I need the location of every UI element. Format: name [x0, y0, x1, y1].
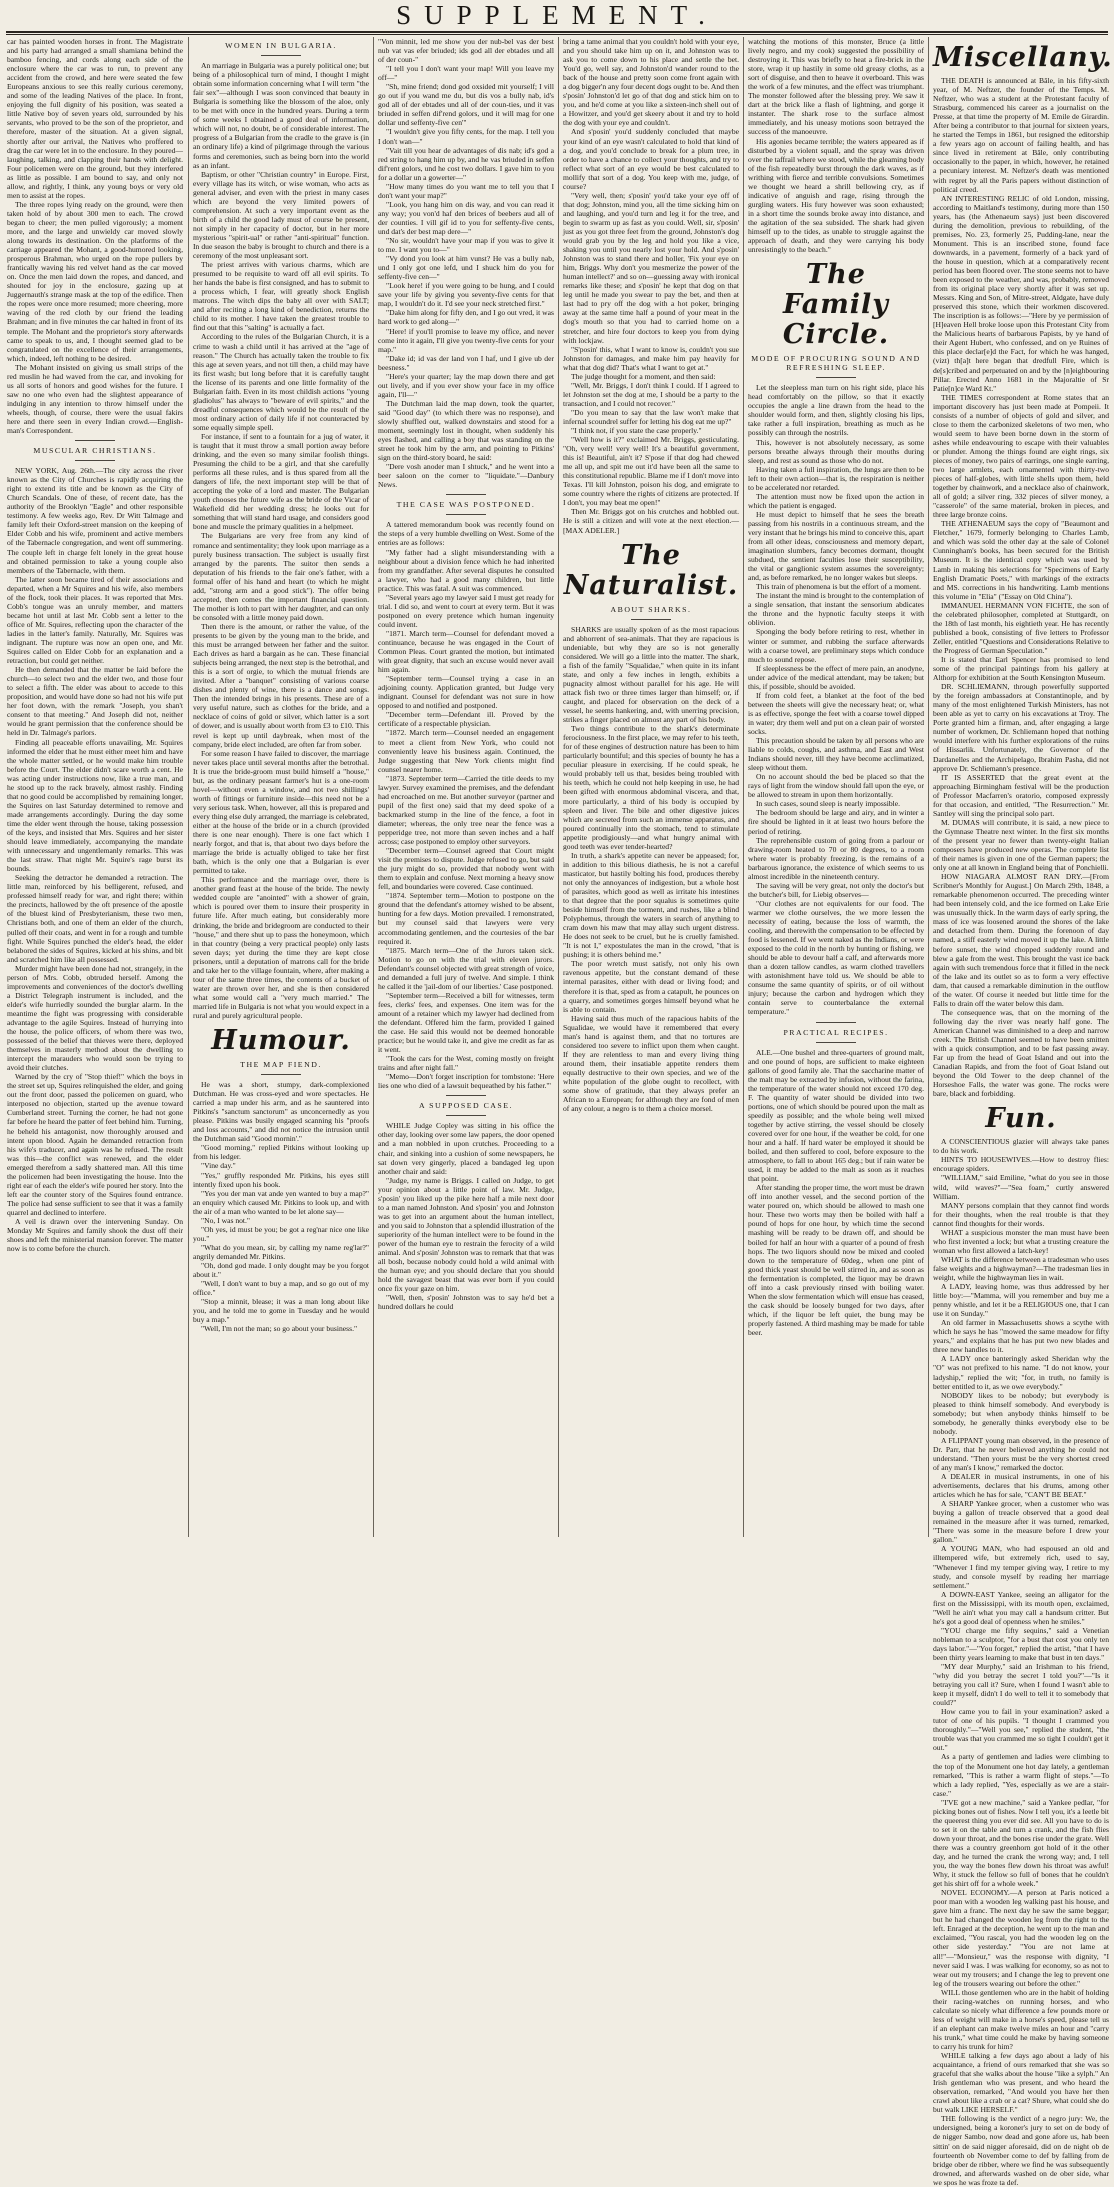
- article-paragraph: "Took the cars for the West, coming mostly on freight trains and after night fall.": [378, 1054, 554, 1073]
- article-paragraph: Finding all peaceable efforts unavailing, Mr. Squires informed the elder that he must either meet him and have the whole matter settled, or he would make him trouble before the Court. The elder didn't scare worth a cent. He was acting under instructions now, like a true man, and he stood up to the rack bravely, almost rashly. Finding that no good could be accomplished by remaining longer, the Squires on last Saturday determined to remove and made arrangements accordingly. During the day some time the elder went through the house, taking possession of the keys, and insisted that Mrs. Squires and her sister should leave immediately, accompanying the mandate with unnecessary and ungentlemanly remarks. This was the last straw. That night Mr. Squire's rage burst its bounds.: [7, 737, 183, 874]
- section-title-humour: Humour.: [211, 1025, 351, 1057]
- article-paragraph: He must depict to himself that he sees the breath passing from his nostrils in a continuous stream, and the very instant that he brings his mind to conceive this, apart from all other ideas, consciousness and memory depart, imagination slumbers, fancy becomes dormant, thought subdued, the sentient faculties lose their susceptibility, the vital or ganglionic system assumes the sovereignty; and, as before remarked, he no longer wakes but sleeps.: [748, 509, 924, 583]
- article-paragraph: "Vait till you hear de advantages of dis nab; id's god a red string to hang him up by, and he vas briuded in seffen dif'rent golors, und he cost two dollars. I gave him to you for a dollar un a gowerter—": [378, 145, 554, 182]
- separator: [261, 55, 301, 56]
- article-paragraph: IMMANUEL HERMANN VON FICHTE, the son of the celebrated philosopher, completed at Stuttgardt, on the 18th of last month, his eightieth year. He has recently published a book, consisting of five letters to Professor Zeller, entitled "Questions and Considerations Relative to the Progress of German Speculation.": [933, 600, 1109, 655]
- article-paragraph: This precaution should be taken by all persons who are liable to colds, coughs, and asthma, and East and West Indians should never, till they have become acclimatized, sleep without them.: [748, 736, 924, 773]
- article-paragraph: HINTS TO HOUSEWIVES.—How to destroy flies: encourage spiders.: [933, 1155, 1109, 1174]
- article-paragraph: "Several years ago my lawyer said I must get ready for trial. I did so, and went to court at every term. But it was postponed on every pretence which human ingenuity could invent.: [378, 592, 554, 629]
- article-paragraph: "September term—Counsel trying a case in an adjoining county. Application granted, but Judge very indignant. Counsel for defendant was not sure in how opposed to and notified and postponed.: [378, 674, 554, 711]
- article-paragraph: "Oh yes, id must be you; be got a reg'nar nice one like you.": [193, 1224, 369, 1243]
- article-paragraph: In truth, a shark's appetite can never be appeased; for, in addition to this bilious diathesis, he is not a careful masticator, but hastily bolting his food, produces thereby not only the annoyances of indigestion, but a whole host of parasites, which good as well as irritate his intestines to that degree that the poor squalus is sometimes quite beside himself from the torment, and rushes, like a blind Polyphemus, through the waters in search of anything to cram down his maw that may allay such urgent distress. He does not seek to be cruel, but he is cruelly famished. "It is not I," expostulates the man in the crowd, "that is pushing; it is others behind me.": [563, 850, 739, 960]
- article-paragraph: "Memo—Don't forget inscription for tombstone: 'Here lies one who died of a lawsuit bequeathed by his father.'": [378, 1072, 554, 1091]
- separator: [446, 1115, 486, 1116]
- article-heading: THE CASE WAS POSTPONED.: [396, 500, 536, 510]
- article-heading: MODE OF PROCURING SOUND AND REFRESHING SLEEP.: [751, 354, 921, 373]
- separator: [261, 1074, 301, 1075]
- article-paragraph: After standing the proper time, the wort must be drawn off into another vessel, and the second portion of the water poured on, which should be allowed to mash one hour. These two worts may then be boiled with half a pound of hops for one hour, by which time the second mashing will be ready to be drawn off, and should be boiled for half an hour with a quarter of a pound of fresh hops. The two liquors should now be mixed and cooled down to the temperature of 60deg., when one pint of good thick yeast should be well stirred in, and as soon as the fermentation is completed, the liquor may be drawn off into a cask previously rinsed with boiling water. When the slow fermentation which will ensue has ceased, the cask should be loosely bunged for two days, after which, if the liquor be left quiet, the bung may be properly fastened. A third mashing may be made for table beer.: [748, 1183, 924, 1337]
- article-paragraph: "I think not, if you state the case properly.": [571, 426, 702, 436]
- masthead-rule: [6, 31, 1108, 33]
- article-paragraph: If sleeplessness be the effect of mere pain, an anodyne, under advice of the medical attendant, may be taken; but this, if possible, should be avoided.: [748, 663, 924, 691]
- article-paragraph: How came you to fail in your examination? asked a tutor of one of his pupils. "I thought I crammed you thoroughly."—"Well you see," replied the student, "the trouble was that you crammed me so tight I couldn't get it out.": [933, 1707, 1109, 1753]
- article-paragraph: The consequence was, that on the morning of the following day the river was nearly half gone. The American Channel was diminished to a deep and narrow creek. The British Channel seemed to have been smitten with a quick consumption, and to be fast passing away. Far up from the head of Goat Island and out into the Canadian Rapids, and from the foot of Goat Island out beyond the Old Tower to the deep channel of the Horseshoe Falls, the water was gone. The rocks were bare, black and forbidding.: [933, 1007, 1109, 1099]
- article-paragraph: "Well, then, s'posin' Johnston was to say he'd bet a hundred dollars he could: [378, 1293, 554, 1312]
- article-paragraph: A DEALER in musical instruments, in one of his advertisements, declares that his drums, among other articles which he has for sale, "CAN'T BE BEAT.": [933, 1472, 1109, 1500]
- article-paragraph: watching the motions of this monster, Bruce (a little lively negro, and my cook) suggested the possibility of destroying it. This was briefly to heat a fire-brick in the store, wrap it up hastily in some old greasy cloths, as a sort of disguise, and then to heave it overboard. This was the work of a few minutes, and the effect was triumphant. The monster followed after the blessing prey. We saw it dart at the brick like a flash of lightning, and gorge it instanter. The shark rose to the surface almost immediately, and his uneasy motions soon betrayed the success of the manoeuvre.: [748, 37, 924, 137]
- article-paragraph: "Von minnit, led me show you der nub-bel vas der best nub vat vas efer briuded; ids god all der ebtades und all of der coun-": [378, 37, 554, 65]
- article-paragraph: "September term—Received a bill for witnesses, term fees, clerks' fees, and expenses. One item was for the amount of a retainer which my lawyer had declined from the defendant. Offered him the farm, provided I gained the case. He said this would not be deemed honorable practice; but he would take it, and give me credit as far as it went.: [378, 990, 554, 1055]
- article-paragraph: As a party of gentlemen and ladies were climbing to the top of the Monument one hot day lately, a gentleman remarked, "This is rather a warm flight of steps."—To which a lady replied, "Yes, especially as we are a stair-case.": [933, 1752, 1109, 1798]
- article-paragraph: "Very well, then; s'posin' you'd take your eye off of that dog; Johnston, mind you, all the time sicking him on and laughing, and you'd turn and leg it for the tree, and begin to swarm up as fast as you could. Well, sir, s'posin' just as you got three feet from the ground, Johnston's dog would grab you by the leg and hold you like a vice, shaking you until you nearly lost your hold. And s'posin' Johnston was to stand there and holler, 'Fix your eye on him, Briggs. Why don't you mesmerize the power of the human intellect?' and so on—guessing away with ironical remarks like these; and s'posin' he kept that dog on that leg until he made you swear to pay the bet, and then at last had to pry off the dog with a hot poker, bringing away at the same time half a pound of your meat in the dog's mouth so that you had to carried home on a stretcher, and hire four doctors to keep you from dying with lockjaw.: [563, 190, 739, 345]
- separator: [446, 514, 486, 515]
- article-paragraph: Seeking the detractor he demanded a retraction. The little man, reinforced by his belligerent, refused, and professed himself ready for war, and right there; within the precincts, hallowed by the oft presence of the apostle of the bluest kind of Presbyterianism, these two men, Christians both, and one of them an elder of the church, pulled off their coats, and went in for a rough and tumble fight. While Squires punched the elder's head, the elder belabored the sides of Squires, kicked at his shins, and bit and scratched him like all possessed.: [7, 873, 183, 964]
- article-paragraph: THE TIMES correspondent at Rome states that an important discovery has just been made at Pompeii. It consists of a number of objects of gold and silver, and close to them the carbonized skeletons of two men, who would seem to have been borne down in the storm of ashes while endeavouring to escape with their valuables or plunder. Among the things found are eight rings, six pieces of money, two pairs of earrings, one single earring, two large armlets, each ornamented with thirty-two pieces of half-globes, with little shells upon them, held together by chainwork, and a necklace also of chainwork, all of gold; a silver ring, 332 pieces of silver money, a "casserole" of the same material, broken in pieces, and three large bronze coins.: [933, 392, 1109, 520]
- article-paragraph: "YOU charge me fifty sequins," said a Venetian nobleman to a sculptor, "for a bust that cost you only ten days labor."—"You forget," replied the artist, "that I have been thirty years learning to make that bust in ten days.": [933, 1625, 1109, 1662]
- article-paragraph: If from cold feet, a blanket at the foot of the bed between the sheets will give the necessary heat; or, what is as effective, sponge the feet with a coarse towel dipped in water; dry them well and put on a clean pair of worsted socks.: [748, 690, 924, 736]
- article-paragraph: NEW YORK, Aug. 26th.—The city across the river known as the City of Churches is rapidly acquiring the right to extend its title and be known as the City of Church Scandals. One of these, of recent date, has the authority of the Brooklyn "Eagle" and other responsible testimony. A few weeks ago, Rev. Dr Witt Talmage and family left their Oxford-street mansion on the keeping of Elder Cobb and his wife, prominent and active members of the Tabernacle congregation, and went off summering. The couple left in charge felt lonely in the great house and obtained permission to take a young couple also members of the Tabernacle, with them.: [7, 466, 183, 575]
- article-paragraph: For some reason I have failed to discover, the marriage never takes place until several months after the betrothal. It is true the bride-groom must build himself a "house," but, as the ordinary peasant farmer's hut is a one-room hovel—without even a window, and not two shillings' worth of fittings or furniture inside—this need not be a very serious task. When, however, all this is prepared and every thing else duly arranged, the marriage is celebrated, either at the house of the bride or in a church (provided there is one near enough). There is one fact which I nearly forgot, and that is, that about two days before the marriage the bride is actually obliged to take her first bath, which is the only one that a Bulgarian is ever permitted to take.: [193, 748, 369, 876]
- article-heading: MUSCULAR CHRISTIANS.: [33, 446, 157, 456]
- article-paragraph: THE following is the verdict of a negro jury: We, the undersigned, being a koroner's jury to set on de body of de nigger Sambo, now dead and gone afore us, hab been sittin' on de said nigger aforesaid, did on de night ob de fourteenth ob November come to def by falling from de bridge ober de ribber, where we find he was subsequently drowned, and afterwards washed on de ober side, whar we spos he was froze ta def.: [933, 2114, 1109, 2187]
- article-paragraph: A CONSCIENTIOUS glazier will always take panes to do his work.: [933, 1137, 1109, 1156]
- article-paragraph: WHAT is the difference between a tradesman who uses false weights and a highwayman?—The tradesman lies in weight, while the highwayman lies in wait.: [933, 1254, 1109, 1282]
- article-paragraph: DR. SCHLIEMANN, through powerfully supported by the foreign ambassadors at Constantinople, and by many of the most enlightened Turkish Ministers, has not been able as yet to carry on his excavations at Troy. The Porte granted him a firman, and, after engaging a large number of workmen, Dr. Schliemann hoped that nothing would interfere with his further explorations of the ruins of Hissarlik. Unfortunately, the Governor of the Dardanelles and the Archipelago, Ibrahim Pasha, did not approve Dr. Schliemann's presence.: [933, 682, 1109, 773]
- article-paragraph: AN INTERESTING RELIC of old London, missing, according to Maitland's testimony, during more than 150 years, has (the Athenaeum says) just been discovered during the demolition, previous to rebuilding, of the premises, No. 23, formerly 25, Pudding-lane, near the Monument. This is an inscribed stone, found face downwards, in a pavement, formerly of a back yard of the house in question, which at a comparatively recent period has been floored over. The stone seems not to have been exposed to the weather, and was, probably, removed from its original place very shortly after it was set up. Messrs. King and Son, of Mitre-street, Aldgate, have duly preserved this stone, which their workmen discovered. The inscription is as follows:—"Here by ye permission of [H]eaven Hell broke loose upon this Protestant City from the Malicious hearts of barbarous Papists, by ye hand of their Agent Hubert, who confessed, and on ye Ruines of this place declar[e]d the Fact, for which he was hanged, (vizt) th[a]t here began that dredfull Fire, which is de[s]cribed and perpetuated on and by the [n]eighbouring Pillar. Erected Anno 1681 in the Majoraltie of Sr Patie[n]ce Ward Kt.": [933, 193, 1109, 393]
- column-5: [748, 37, 924, 1537]
- separator: [816, 377, 856, 378]
- article-paragraph: He then demanded that the matter be laid before the church—to select two and the elder two, and those four to select a fifth. The elder was about to accede to this proposition, and would have done so had not his wife put her foot down, with the remark "Joseph, you shan't consent to that meeting." And Joseph did not, neither would he grant permission that the conference should be held in Dr. Talmage's parlors.: [7, 665, 183, 738]
- article-paragraph: A FLIPPANT young man observed, in the presence of Dr. Parr, that he never believed anything he could not understand. "Then yours must be the very shortest creed of any man's I know," remarked the doctor.: [933, 1435, 1109, 1472]
- article-paragraph: bring a tame animal that you couldn't hold with your eye, and you should take him up on it, and Johnston was to ask you to come down to his place and settle the bet. You'd go, well say, and Johnston'd wander round to the back of the house and pretty soon come front again with a dog bigger'n any four decent dogs ought to be. And then s'posin' Johnston'd let go of that dog and stick him on to you, and he'd come at you like a sixteen-inch shell out of a Howitzer, and you'd get skeery about it and try to hold the dog with your eye and couldn't.: [563, 37, 739, 128]
- article-paragraph: "Here! if you'll promise to leave my office, and never come into it again, I'll give you twenty-five cents for your map.": [378, 326, 554, 354]
- article-paragraph: Let the sleepless man turn on his right side, place his head comfortably on the pillow, so that it exactly occupies the angle a line drawn from the head to the shoulder would form, and then, slightly closing his lips, take rather a full inspiration, breathing as much as he possibly can through the nostrils.: [748, 383, 924, 438]
- article-paragraph: A DOWN-EAST Yankee, seeing an alligator for the first on the Mississippi, with its mouth open, exclaimed, "Well he ain't what you may call a handsum critter. But he's got a good deal of openness when he smiles.": [933, 1589, 1109, 1626]
- separator: [446, 494, 486, 495]
- article-paragraph: ALE.—One bushel and three-quarters of ground malt, and one pound of hops, are sufficient to make eighteen gallons of good family ale. That the saccharine matter of the malt may be extracted by infusion, without the farina, the temperature of the water should not exceed 170 deg. F. The quantity of water should be divided into two portions, one of which should be poured upon the malt as speedily as possible; and the whole being well mixed together by active stirring, the vessel should be closely covered over for one hour, if the weather be cold, for one hour and a half. If hard water be employed it should be boiled, and then suffered to cool, before exposure to the atmosphere, to fall to about 165 deg.; but if rain water be used, it may be added to the malt as soon as it reaches that point.: [748, 1047, 924, 1184]
- article-paragraph: "Vine day.": [201, 1161, 236, 1171]
- article-paragraph: "Judge, my name is Briggs. I called on Judge, to get your opinion about a little point of law. Mr. Judge, s'posin' you liked up the pike here half a mile next door to a man named Johnston. And s'posin' you and Johnston was to get into an argument about the human intellect, and you said to Johnston that a splendid illustration of the superiority of the human intellect were to be found in the power of the human eye to restrain the ferocity of a wild animal. And s'posin' Johnston was to remark that that was all bosh, because nobody could hold a wild animal with the human eye; and you should declare that you should hold the savagest beast that was ever born if you could once fix your gaze on him.: [378, 1175, 554, 1294]
- article-paragraph: Baptism, or other "Christian country" in Europe. First, every village has its witch, or wise woman, who acts as general adviser, and even with the priest in many cases which are beyond the very limited powers of comprehension. At such a very important event as the birth of a child the good lady must of course be present, not simply in her capacity of doctor, but in her more mysterious "spirit-ual" or rather "anti-spiritual" function. In due season the baby is brought to church and there is a ceremony of the most unpleasant sort.: [193, 169, 369, 261]
- article-paragraph: For instance, if sent to a fountain for a jug of water, it is taught that it must throw a small portion away before drinking, and the even so many similar foolish things. Presuming the child to be a girl, and that she carefully performs all these rules, and is thus spared from all the dangers of life, the next important step will be that of accepting the yoke of a lord and master. The Bulgarian youth chooses the future wife as the bride of the Vicar of Wakefield did her wedding dress; he looks out for something that will stand hard usage, and considers good bone and muscle the primary qualities in a helpmeet.: [193, 431, 369, 532]
- article-paragraph: Having said thus much of the rapacious habits of the Squalidae, we would have it remembered that every man's hand is against them, and that no tortures are considered too severe to inflict upon them when caught. If they are relentless to man and every living thing around them, their insatiable appetite renders them equally destructive to their own species, and we of the white population of the globe ought to recollect, with some show of gratitude, that they always prefer an African to a European; for although they are fond of men of any colour, a negro is to them a choice morsel.: [563, 1013, 739, 1114]
- masthead-title: SUPPLEMENT.: [396, 0, 718, 30]
- article-paragraph: On no account should the bed be placed so that the rays of light from the window should fall upon the eye, or be allowed to stream in upon them horizontally.: [748, 772, 924, 800]
- article-paragraph: "December term—Counsel agreed that Court might visit the premises to dispute. Judge refused to go, but said the jury might do so, provided that nobody went with them to explain and confuse. Next morning a heavy snow fell, and boundaries were covered. Case continued.: [378, 846, 554, 892]
- article-paragraph: Murder might have been done had not, strangely, in the person of Mrs. Cobb, obtruded herself. Among the improvements and conveniences of the doctor's dwelling a District Telegraph instrument is included, and the elder's wife hurriedly sounded the burglar alarm. In the meantime the fight was progressing with considerable advantage to the agile Squires. Instead of hurrying into the house, the police officers, of whom there was two, possessed of the belief that thieves were there, deployed themselves in masterly method about the dwelling to intercept the marauders who would soon be trying to avoid their clutches.: [7, 963, 184, 1073]
- article-paragraph: WHILE talking a few days ago about a lady of his acquaintance, a friend of ours remarked that she was so graceful that she walks about the house "like a sylph." An Irish gentleman who was present, and who heard the observation, remarked, "And would you have her then crawl about like a crab or a cat? Shure, what could she do but walk LIKE HERSELF.": [933, 2051, 1109, 2115]
- article-paragraph: A LADY once banteringly asked Sheridan why the "O" was not prefixed to his name. "I do not know, your ladyship," replied the wit; "for, in truth, no family is better entitled to it, as we owe everybody.": [933, 1354, 1109, 1391]
- column-divider: [928, 37, 929, 1537]
- article-paragraph: "December term—Defendant ill. Proved by the certificate of a respectable physician.: [378, 710, 554, 729]
- column-divider: [558, 37, 559, 1537]
- article-paragraph: The judge thought for a moment, and then said:: [571, 371, 716, 381]
- separator: [631, 619, 671, 620]
- article-heading: WOMEN IN BULGARIA.: [225, 41, 337, 50]
- article-paragraph: The instant the mind is brought to the contemplation of a single sensation, that instant the sensorium abdicates the throne and the hypnotic faculty steeps it with oblivion.: [748, 591, 924, 628]
- article-paragraph: "Look here! if you were going to be hung, and I could save your life by giving you seventy-five cents for that map, I wouldn't do it. I'd see your neck stretched first.": [378, 281, 554, 309]
- article-paragraph: He was a short, stumpy, dark-complexioned Dutchman. He was cross-eyed and wore spectacles. He carried a map under his arm, and as he sauntered into Pitkins's "sanctum sanctorum" as unconcernedly as you please. Pitkins was busily engaged scanning his "proofs and loss accounts," and did not notice the intrusion until the Dutchman said "Good mornin'.": [193, 1080, 369, 1144]
- section-title-family-circle: The Family Circle.: [782, 259, 890, 351]
- article-paragraph: IT IS ASSERTED that the great event at the approaching Birmingham festival will be the production of Professor Macfarren's oratorio, composed expressly for that occasion, and entitled, "The Resurrection." Mr. Santley will sing the principal solo part.: [933, 772, 1109, 818]
- column-6: [933, 37, 1113, 2187]
- article-paragraph: The bedroom should be large and airy, and in winter a fire should be lighted in it at least two hours before the period of retiring.: [748, 808, 924, 836]
- article-paragraph: "Dake him along for fifty den, and I go out vred, it was hard work to ged along—": [378, 308, 554, 327]
- article-heading: ABOUT SHARKS.: [610, 604, 692, 614]
- article-paragraph: "No, I was not.": [201, 1215, 251, 1225]
- article-paragraph: "What do you mean, sir, by calling my name reg'lar?" angrily demanded Mr. Pitkins.: [193, 1242, 369, 1261]
- article-paragraph: A LADY, leaving home, was thus addressed by her little boy:—"Mamma, will you remember and buy me a penny whistle, and let it be a RELIGIOUS one, that I can use it on Sunday.": [933, 1282, 1109, 1319]
- article-paragraph: Having taken a full inspiration, the lungs are then to be left to their own action—that is, the respiration is neither to be accelerated nor retarded.: [748, 464, 924, 492]
- article-paragraph: WHAT a suspicious monster the man must have been who first invented a lock; but what a trusting creature the woman who first allowed a latch-key!: [933, 1227, 1109, 1255]
- article-heading: PRACTICAL RECIPES.: [783, 1027, 889, 1037]
- masthead-rule-thin: [6, 34, 1108, 35]
- article-paragraph: THE DEATH is announced at Bâle, in his fifty-sixth year, of M. Neftzer, the founder of the Temps. M. Neftzer, who was a student at the Protestant faculty of Strasburg, commenced his career as a journalist on the Presse, at that time the property of M. Emile de Girardin. After being a contributor to that journal for sixteen years, he started the Temps in 1861, but resigned the editorship a few years ago on account of failing health, and has since lived in retirement at Bâle, only contributing occasionally to the paper, in which, however, he retained a pecuniary interest. M. Neftzer's death was mentioned with regret by all the Paris papers without distinction of political creed.: [933, 76, 1109, 194]
- article-paragraph: The three ropes lying ready on the ground, were then taken hold of by about 300 men to each. The crowd began to cheer; the men pulled vigorously; a moment more, and the large and unwieldy car moved slowly along towards its destination. On the platforms of the carriage appeared the Mohant, a good-humored looking, prosperous Brahman, who urged on the rope pullers by frantically waving his red velvet hand as the car moved on. Once the men laid down the ropes, and danced, and shouted for joy in the enclosure, gazing up at Juggernauth's strange mask at the top of the edifice. Then the ropes were once more resumed; more cheering, more waving of the red cloth by our friend the leading Brahman; and in five minutes the car halted in front of its temple. The Mohant and the proprietor's story afterwards came to speak to us, and, I thought seemed glad to be congratulated on the excellence of their arrangements, which, indeed, left nothing to be desired.: [7, 199, 183, 363]
- column-4: [563, 37, 739, 1537]
- column-divider: [188, 37, 189, 1537]
- article-paragraph: The attention must now be fixed upon the action in which the patient is engaged.: [748, 491, 924, 510]
- article-paragraph: "Dere vosh anoder man I shtuck," and he went into a beer saloon on the corner to "liquidate."—Danbury News.: [378, 462, 554, 490]
- article-paragraph: "Stop a minnit, blease; it was a man long about like you, and he told me to gome in Tuesday and he would buy a map.": [193, 1297, 369, 1325]
- article-paragraph: "Yes you der man vat ande yen wanted to buy a map?" an enquiry which caused Mr. Pitkins to look up, and with the air of a man who wanted to be let alone say—: [193, 1188, 369, 1216]
- article-paragraph: "Sh, mine friend; dond god oxsided mit yourself; I vill go out if you wand me du, but dis vos a bully nab, id's god all of der ebtades und all of der coun-ties, und it vas briuded in seffen dif'rend golors, und it will mag for one dollar und seffenty-five cen'": [378, 82, 554, 128]
- article-paragraph: THE ATHENAEUM says the copy of "Beaumont and Fletcher," 1679, formerly belonging to Charles Lamb, and which was sold the other day at the sale of Colonel Cunningham's books, has been secured for the British Museum. It is the identical copy which was used by Lamb in making his selections for "Specimens of Early English Dramatic Poets," with markings of the extracts and MS. corrections in his handwriting. Lamb mentions this volume in "Elia" ("Essay on Old China").: [933, 519, 1109, 601]
- separator: [816, 1022, 856, 1023]
- article-paragraph: "Yes," gruffly responded Mr. Pitkins, his eyes still intently fixed upon his book.: [193, 1170, 369, 1189]
- article-paragraph: "MY dear Murphy," said an Irishman to his friend, "why did you betray the secret I told you?"—"Is it betraying you call it? Sure, when I found I wasn't able to keep it myself, didn't I do well to tell it to somebody that could?": [933, 1662, 1109, 1708]
- separator: [446, 1095, 486, 1096]
- article-paragraph: "Well how is it?" exclaimed Mr. Briggs, gesticulating. "Oh, very well! very well! It's a beautiful government, this is! Beautiful, ain't it? S'pose if that dog had chewed me all up, and spit me out it'd have been all the same to this constitutional republic. Blame me if I don't move into Texas. I'll kill Johnston, poison his dog, and emigrate to some country where the rights of citizens are protected. If I don't, you may beat me open!": [563, 435, 739, 508]
- separator: [816, 1042, 856, 1043]
- article-paragraph: "Our clothes are not equivalents for our food. The warmer we clothe ourselves, the we more lessen the necessity of eating, because the loss of warmth, the cooling, and therewith the compensation to be effected by food is lessened. If we went naked as the Indians, or were exposed to the cold in the north by hunting or fishing, we should be able to devour half a calf, and afterwards more than a dozen tallow candles, as warm clothed travellers with astonishment have told us. We should be able to consume the same quantity of spirits, or of oil without injury; because the carbon and hydrogen which they contain serve to counterbalance the external temperature.": [748, 898, 924, 1017]
- section-title-fun: Fun.: [985, 1103, 1057, 1135]
- article-paragraph: Warned by the cry of "Stop thief!" which the boys in the street set up, Squires relinquished the elder, and going out the front door, passed the policemen on guard, who interposed no objection, started up the avenue toward Cumberland street. Turning the corner, he had not gone far before he heard the patter of feet behind him. Turning, he beheld his antagonist, now thoroughly aroused and intent upon blood. Again he demanded retraction from his wife's traducer, and again was he refused. The result was this—the conflict was renewed, and the elder emerged therefrom a sadly shattered man. All this time the policemen had been investigating the house. Into the right ear of each the elder's wife poured her story. Into the left ear the counter story of the Squires found entrance. The police had sense sufficient to see that it was a family quarrel and declined to interfere.: [7, 1072, 183, 1217]
- article-paragraph: His agonies became terrible; the waters appeared as if disturbed by a violent squall, and the spray was driven over the taffrail where we stood, while the gleaming body of the fish repeatedly burst through the dark waves, as if writhing with fierce and terrible convulsions. Sometimes we thought we heard a shrill bellowing cry, as if indicative of anguish and rage, rising through the gurgling waters. His fury however was soon exhausted; in a short time the sounds broke away into distance, and the agitation of the sea subsided. The shark had given himself up to the tides, as unable to struggle against the approach of death, and they were carrying his body unresistingly to the beach.": [748, 136, 924, 255]
- column-1: [7, 37, 183, 1537]
- article-paragraph: "Vy dond you look at him vunst? He vas a bully nab, und I only got one lefd, und I shuck him do you for seffenty-five cen—": [378, 254, 554, 282]
- article-paragraph: The Dutchman laid the map down, took the quarter, said "Good day" (to which there was no response), and slowly shuffled out, walked downstairs and stood for a moment, seemingly lost in thought, when suddenly his eyes flashed, and calling a boy that was standing on the street he took him by the arm, and pointing to Pitkins' sign on the third-story board, he said:: [378, 398, 554, 463]
- article-paragraph: A SHARP Yankee grocer, when a customer who was buying a gallon of treacle observed that a good deal remained in the measure after it was turned, remarked, "There was some in the measure before I drew your gallon.": [933, 1499, 1109, 1545]
- article-paragraph: "Oh, dond god made. I only dought may be you forgot about it.": [193, 1261, 369, 1280]
- article-paragraph: SHARKS are usually spoken of as the most rapacious and abhorrent of sea-animals. That they are rapacious is undeniable, but why they are so is not generally considered. We will go a little into the matter. The shark, a fish of the family "Squalidae," when quite in its infant state, and only a few inches in length, exhibits a pugnacity almost without parallel for his age. He will attack fish two or three times larger than himself; or, if caught, and placed for observation on the deck of a vessel, he seems hankering, and, with unerring precision, strikes a finger placed on almost any part of his body.: [563, 624, 739, 725]
- article-paragraph: This performance and the marriage over, there is another grand feast at the house of the bride. The newly wedded couple are "anointed" with a shower of grain, which is poured over them to insure their prosperity in future life. After much eating, but considerably more drinking, the bride and bridegroom are conducted to their "house," and there shut up to pass the honeymoon, which in that country (being a very practical people) only lasts seven days; yet during the time they are kept close prisoners, until a deputation of matrons call for the bride and take her to the village fountain, where, after making a tour of the same three times, the contents of a bucket of water are thrown over her, and she is then considered what some would call a "very much married." The married life in Bulgaria is not what you would expect in a rural and purely agricultural people.: [193, 875, 369, 1020]
- article-paragraph: "My father had a slight misunderstanding with a neighbour about a division fence which he had inherited from my grandfather. After several disputes he consulted a lawyer, who had a good many children, but little practice. This was fatal. A suit was commenced.: [378, 547, 554, 593]
- article-paragraph: NOBODY likes to be nobody; but everybody is pleased to think himself somebody. And everybody is somebody; but when anybody thinks himself to be somebody, he generally thinks everybody else to be nobody.: [933, 1390, 1109, 1436]
- article-paragraph: "1873. September term—Carried the title deeds to my lawyer. Survey examined the premises, and the defendant had encroached on me. But another surveyor (partner and pupil of the first one) said that my deed spoke of a backmarked stump in the line of the fence, a foot in diameter; whereas, the only tree near the fence was a pepperidge tree, not more than seven inches and a half across; case postponed to employ other surveyors.: [378, 773, 554, 847]
- article-heading: THE MAP FIEND.: [240, 1060, 322, 1070]
- article-paragraph: "I'VE got a new machine," said a Yankee pedlar, "for picking bones out of fishes. Now I tell you, it's a leetle bit the queerest thing you ever did see. All you have to do is to set it on the table and turn a crank, and the fish flies down your throat, and the bones rise under the grate. Well there was a country greenhorn got hold of it the other day, and he turned the crank the wrong way; and, I tell you, the way the bones flew down his throat was awful! Why, it stuck the fellow so full of bones that he couldn't get his shirt off for a whole week.": [933, 1797, 1109, 1889]
- article-paragraph: According to the rules of the Bulgarian Church, it is a crime to wash a child until it has arrived at the "age of reason." The Church has actually taken the trouble to fix this age at seven years, and not till then, a child may have its first wash; but long before that it is carefully taught the license of its parents and one little formality of the Bulgarian faith. Even in its most childish actions "young gladiolus" has always to "beware of evil spirits," and the dreadful consequences which would be the result of the most ordinary action of daily life if not counteracted by some equally simple spell.: [193, 332, 369, 432]
- article-paragraph: "Good morning," replied Pitkins without looking up from his ledger.: [193, 1143, 369, 1162]
- article-paragraph: A YOUNG MAN, who had espoused an old and illtempered wife, but extremely rich, used to say, "Whenever I find my temper giving way, I retire to my study, and console myself by reading her marriage settlement.": [933, 1544, 1109, 1590]
- article-paragraph: Then Mr. Briggs got on his crutches and hobbled out. He is still a citizen and will vote at the next election.—[MAX ADELER.]: [563, 507, 739, 535]
- article-paragraph: NOVEL ECONOMY.—A person at Paris noticed a poor man with a wooden leg walking past his house, and gave him a franc. The next day he saw the same beggar; but he had changed the wooden leg from the right to the left. Enraged at the deception, he went up to the man and exclaimed, "You rascal, you had the wooden leg on the other side yesterday." "You are not lame at all!"—"Monsieur," was the response with dignity, "I never said I was. I was walking for economy, so as not to wear out my trousers; and I change the leg to prevent one leg of the trousers wearing out before the other.": [933, 1888, 1109, 1988]
- article-paragraph: "I wouldn't give you fifty cents, for the map. I tell you I don't wan—": [378, 127, 554, 146]
- article-paragraph: A veil is drawn over the intervening Sunday. On Monday Mr Squires and family shook the dust off their shoes and left the ministerial mansion forever. The matter now is to come before the church.: [7, 1217, 183, 1254]
- column-divider: [743, 37, 744, 1537]
- article-paragraph: "1874. September term—Motion to postpone on the ground that the defendant's attorney wished to be absent, hunting for a few days. Motion prevailed. I remonstrated, but my counsel said that lawyers were very accommodating gentlemen, and the courtesies of the bar required it.: [378, 891, 554, 946]
- article-paragraph: And s'posin' you'd suddenly concluded that maybe your kind of an eye wasn't calculated to hold that kind of a dog, and you'd conclude to break for a plum tree, in order to have a chance to collect your thoughts, and try to reflect what sort of an eye would be best calculated to mollify that sort of a dog. You keep with me, judge, of course?: [563, 127, 739, 191]
- article-paragraph: "WILLIAM," said Emiline, "what do you see in those wild, wild waves?"—"Sea foam," curtly answered William.: [933, 1173, 1109, 1201]
- article-paragraph: The saving will be very great, not only the doctor's but the butcher's bill, for Liebig observes—: [748, 880, 924, 899]
- separator: [75, 460, 115, 461]
- column-2: [193, 37, 369, 1537]
- article-paragraph: The poor wretch must satisfy, not only his own ravenous appetite, but the constant demand of these internal parasites, either with dead or living food; and therefore it is that, sped as from a catapult, he pounces on a quarry, and sometimes gorges himself beyond what he is able to contain.: [563, 959, 739, 1014]
- column-3: [378, 37, 554, 1537]
- article-paragraph: "Do you mean to say that the law won't make that infernal scoundrel suffer for letting his dog eat me up?": [563, 407, 739, 426]
- article-paragraph: HOW NIAGARA ALMOST RAN DRY.—[From Scribner's Monthly for August.] On March 29th, 1848, a remarkable phenomenon occurred. The preceding winter had been intensely cold, and the ice formed on Lake Erie was unusually thick. In the warm days of early spring, the mass of ice was loosened around the shores of the lake and detached from them. During the forenoon of day named, a stiff easterly wind moved it up the lake. A little before sunset, the wind chopped suddenly round and blew a gale from the west. This brought the vast ice back again with such tremendous force that it filled in the neck of the lake and its outlet so as to form a very effective dam, that caused a remarkable diminution in the outflow of the water. Of course it needed but little time for the Falls to drain off the water below this dam.: [933, 872, 1109, 1008]
- article-paragraph: "1872. March term—Counsel needed an engagement to meet a client from New York, who could not conveniently leave his business again. Continued, the Judge suggesting that New York clients might find counsel nearer home.: [378, 728, 554, 774]
- separator: [75, 440, 115, 441]
- article-paragraph: In such cases, sound sleep is nearly impossible.: [756, 799, 901, 809]
- article-paragraph: The priest arrives with various charms, which are presumed to be requisite to ward off all evil spirits. To her hands the babe is first consigned, and has to submit to a process which, I fear, will greatly shock English matrons. The witch dips the baby all over with SALT; and after reciting a long kind of benediction, returns the child to its mother. I have taken the greatest trouble to find out that this "salting" is actually a fact.: [193, 260, 369, 333]
- article-paragraph: "Well, I don't want to buy a map, and so go out of my office.": [193, 1279, 369, 1298]
- article-paragraph: WILL those gentlemen who are in the habit of holding their racing-watches on running horses, and who calculate so nicely what difference a few pounds more or less of weight will make in a horse's speed, please tell us if an elephant can make twelve miles an hour and "carry his trunk," what time could he make by having someone to carry his trunk for him?: [933, 1987, 1109, 2051]
- article-paragraph: MANY persons complain that they cannot find words for their thoughts, when the real trouble is that they cannot find thoughts for their words.: [933, 1200, 1109, 1228]
- column-divider: [373, 37, 374, 1537]
- article-paragraph: Then there is the amount, or rather the value, of the presents to be given by the young man to the bride, and this must be arranged between her father and the suitor. Each drives as hard a bargain as he can. These financial subjects being arranged, the next step is the betrothal, and this is a sort of orgie, to which the mutual friends are invited. After a "banquet" consisting of various coarse dishes and plenty of wine, there is a dance and songs. Then the intended brings in his presents. These are of a very useful nature, such as clothes for the bride, and a necklace of coins of gold or silver, which latter is a sort of dower, and is usually about worth from £3 to £10. This revel is kept up until daybreak, when most of the company, bride elect included, are often far from sober.: [193, 621, 369, 749]
- article-paragraph: The Bulgarians are very free from any kind of romance and sentimentality; they look upon marriage as a purely business transaction. The subject is usually first arranged by the parents. The suitor then sends a deputation of his friends to the fair one's father, with a formal offer of his hand and heart (to which he might add, "strong arm and a good stick"). The offer being accepted, then comes the important financial question. The mother is loth to part with her daughter, and can only be consoled with a little money paid down.: [193, 531, 369, 622]
- article-paragraph: "1871. March term—Counsel for defendant moved a continuance, because he was engaged in the Court of Common Pleas. Court granted the motion, but intimated with great dignity, that such an excuse would never avail him again.: [378, 628, 554, 675]
- article-paragraph: Two things contribute to the shark's determinate ferociousness. In the first place, we may refer to his teeth, for of these engines of destruction nature has been to him particularly bountiful; and this species of bounty he has a peculiar pleasure in exercising. If he could speak, he would probably tell us that, besides being troubled with his teeth, which he could not help keeping in use, he had been gifted with enormous abdominal viscera, and that, more particularly, a third of his body is occupied by spleen and liver. The bile and other digestive juices which are secreted from such an immense apparatus, and poured continually into the stomach, tend to stimulate appetite prodigiously—and what hungry animal with good teeth was ever tender-hearted?: [563, 724, 739, 851]
- article-paragraph: The Mohant insisted on giving us small strips of the red muslin he had waved from the car, and invoking for us all sorts of honors and good wishes for the future. I saw no one who even had the slightest appearance of indulging in any intention to throw himself under the wheels, though, of course, there were the usual fakirs here and there seen in every Indian crowd.—English-man's Correspondent.: [7, 362, 183, 436]
- article-paragraph: This train of phenomena is but the effort of a moment.: [756, 582, 921, 592]
- article-paragraph: Sponging the body before retiring to rest, whether in winter or summer, and rubbing the surface afterwards with a coarse towel, are preliminary steps which conduce much to sound repose.: [748, 627, 924, 664]
- article-paragraph: "Well, Mr. Briggs, I don't think I could. If I agreed to let Johnston set the dog at me, I should be a party to the transaction, and I could not recover.": [563, 380, 739, 408]
- article-paragraph: "Here's your quarter; lay the map down there and get out lively, and if you ever show your face in my office again, I'll—": [378, 371, 554, 399]
- section-title-miscellany: Miscellany.: [933, 42, 1113, 73]
- article-paragraph: "1875. March term—One of the Jurors taken sick. Motion to go on with the trial with eleven jurors. Defendant's counsel objected with great strength of voice, and demanded a full jury of twelve. And simple. I think he called it the 'jail-dom of our liberties.' Case postponed.: [378, 945, 554, 991]
- article-paragraph: "How many times do you want me to tell you that I don't want your map?": [378, 181, 554, 200]
- article-paragraph: car has painted wooden horses in front. The Magistrate and his party had arranged a small shamiana behind the bamboo fencing, and cords along each side of the enclosure where the car was to run, to prevent any accident from the crowd, and here were seated the few Europeans anxious to see this really curious ceremony, and some of the leading Natives of the place. In front, enjoying the full dignity of his position, was seated a little Native boy of seven years old, surrounded by his servants, who proved to be the son of the proprietor, and therefore, master of the situation. At a given signal, shortly after our arrival, the Natives who proffered to drag the car were let in to the enclosure. In they poured—laughing, talking, and clapping their hands with delight. Four policemen were on the ground, but they interfered as little as possible. I am bound to say, and only not allow, and rightly, I think, any young boys or very old men to assist at the ropes.: [7, 37, 183, 200]
- article-paragraph: An old farmer in Massachusetts shows a scythe with which he says he has "mowed the same meadow for fifty years," and explains that he has put two new blades and three new handles to it.: [933, 1318, 1109, 1355]
- article-heading: A SUPPOSED CASE.: [419, 1101, 513, 1111]
- article-paragraph: WHILE Judge Copley was sitting in his office the other day, looking over some law papers, the door opened and a man nobbled in upon crutches. Proceeding to a chair, and sinking into a cushion of some newspapers, he sat down very gingerly, placed a bandaged leg upon another chair and said:: [378, 1121, 554, 1176]
- article-paragraph: "S'posin' this, what I want to know is, couldn't you sue Johnston for damages, and make him pay heavily for what that dog did? That's what I want to get at.": [563, 344, 739, 372]
- article-paragraph: The latter soon became tired of their associations and departed, when a Mr Squires and his wife, also members of the flock, took their places. It was reported that Mrs. Cobb's tongue was an unruly member, and matters became hot until at last Mr. Cobb sent a letter to the office of Mr. Squires, reflecting upon the character of the ladies in the latter's family. Naturally, Mr. Squires was indignant. The rupture was now an open one, and Mr. Squires called on Elder Cobb for an explanation and a retraction, but could get neither.: [7, 574, 183, 666]
- section-title-naturalist: The Naturalist.: [563, 539, 739, 601]
- article-paragraph: "Dake id; id vas der land von I haf, und I give ub der beesness.": [378, 353, 554, 372]
- article-paragraph: "Well, I'm not the man; so go about your business.": [201, 1324, 358, 1334]
- article-paragraph: M. DUMAS will contribute, it is said, a new piece to the Gymnase Theatre next winter. In the first six months of the present year no fewer than twenty-eight Italian composers have produced new operas. The complete list of their names is given in one of the German papers; the only one at all known in England being that of Ponchielli.: [933, 817, 1109, 873]
- article-paragraph: This, however is not absolutely necessary, as some persons breathe always through their mouths during sleep, and rest as sound as those who do not.: [748, 437, 924, 465]
- article-paragraph: An marriage in Bulgaria was a purely political one; but being of a philosophical turn of mind, I thought I might obtain some information concerning what I will term "the fair sex"—although I was soon convinced that beauty in Bulgaria is something like the blossom of the aloe, only to be met with once in the hundred years. During a term of some weeks I obtained a good deal of information, which will not, no doubt, be of considerable interest. The progress of a Bulgarian from the cradle to the grave is (in an ordinary life) a kind of pilgrimage through the various forms and ceremonies, such as being born into the world as an infant.: [193, 61, 369, 170]
- article-paragraph: The reprehensible custom of going from a parlour or drawing-room heated to 70 or 80 degrees, to a room where water is probably freezing, is the remains of a barbarous ignorance, the existence of which seems to us almost incredible in the nineteenth century.: [748, 835, 924, 881]
- article-paragraph: "No sir, wouldn't have your map if you was to give it to me. I want you to—": [378, 236, 554, 255]
- article-paragraph: A tattered memorandum book was recently found on the steps of a very humble dwelling on West. Some of the entries are as follows:: [378, 520, 554, 548]
- article-paragraph: "I tell you I don't want your map! Will you leave my off—": [378, 64, 554, 83]
- article-paragraph: It is stated that Earl Spencer has promised to lend some of the principal paintings from his gallery at Althorp for exhibition at the South Kensington Museum.: [933, 655, 1109, 683]
- article-paragraph: "Look, you hang him on dis way, and vou can read it any way; you von'd haf den brices of beebers aud all of der counties. I vill gif id to you for seffenty-five cents, und dat's der best map dere—": [378, 199, 554, 236]
